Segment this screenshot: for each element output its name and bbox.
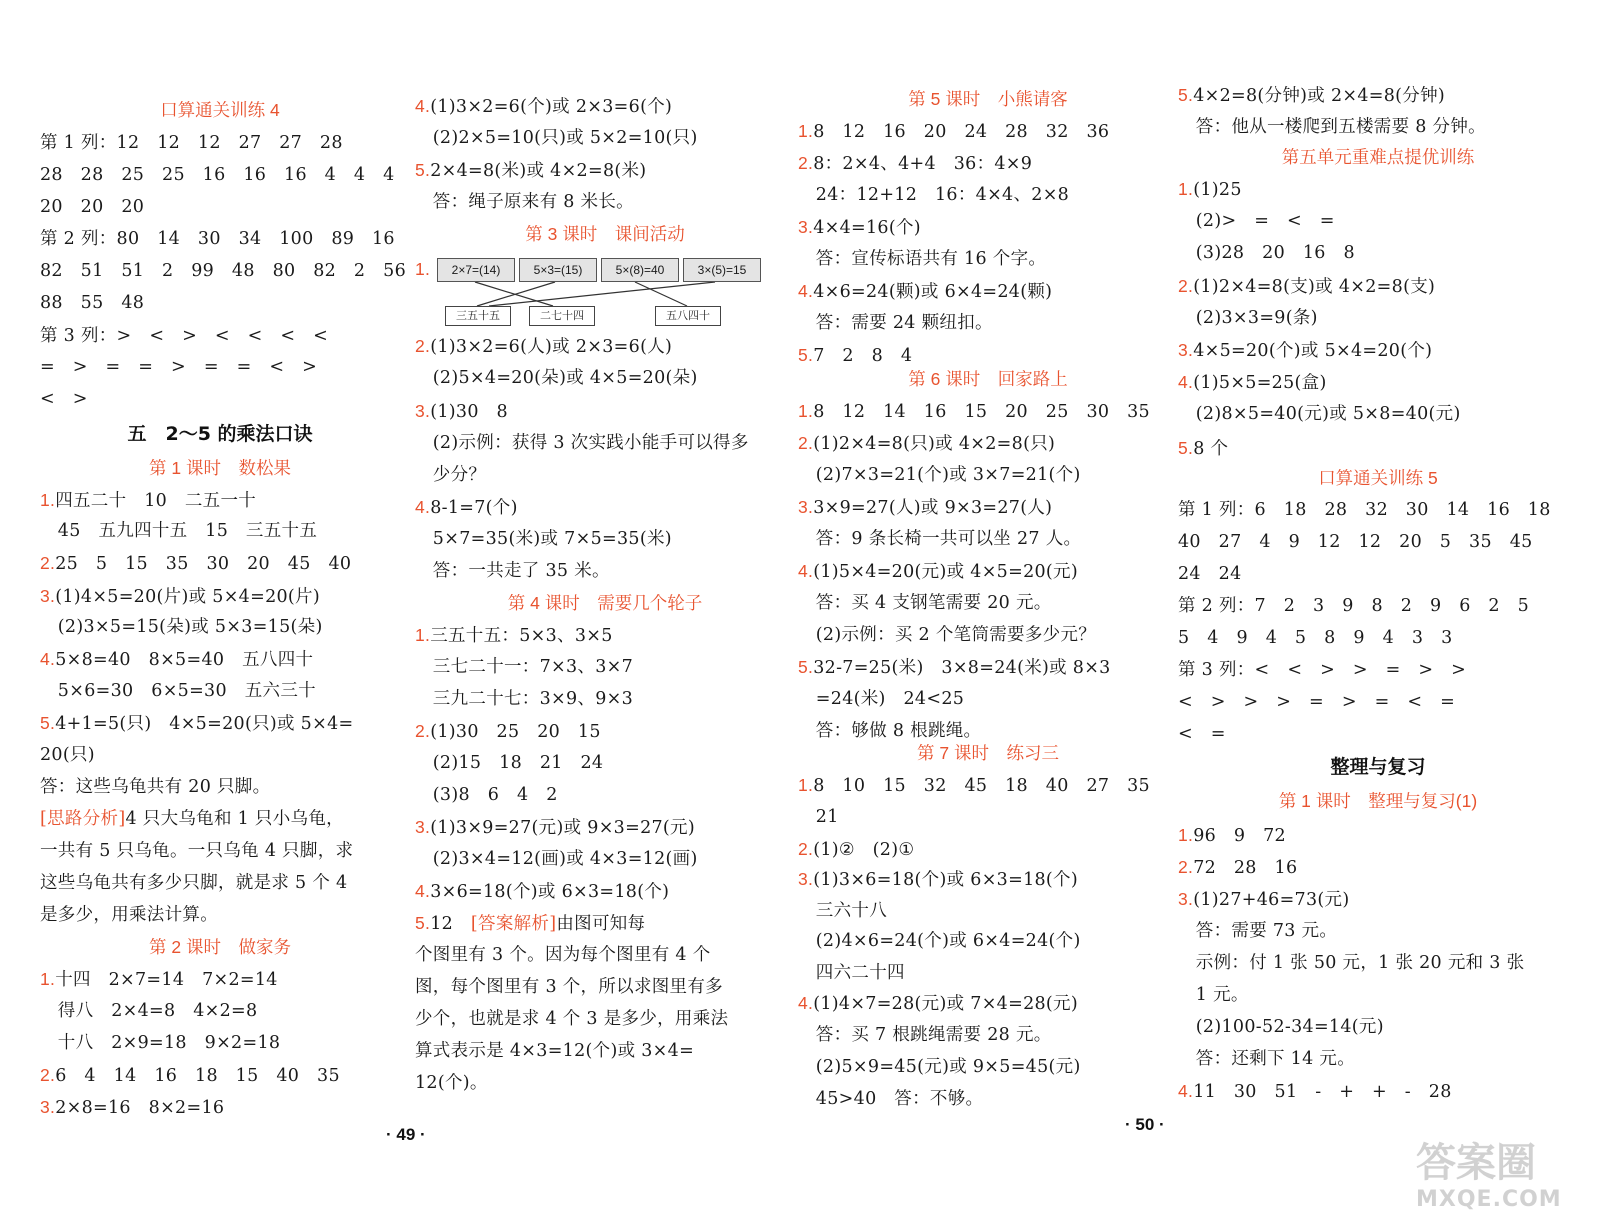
answer-text: (1)5×5=25(盒) — [1193, 373, 1327, 393]
question-number: 2. — [798, 433, 814, 453]
question-number: 5. — [798, 657, 814, 677]
answer-text: 4×5=20(个)或 5×4=20(个) — [1193, 341, 1433, 361]
answer-text: (1)5×4=20(元)或 4×5=20(元) — [813, 562, 1078, 582]
answer-line — [40, 678, 316, 704]
answer-line — [798, 866, 1078, 893]
drill-4-line: 第 3 列：> < > < < < < — [40, 326, 329, 346]
analysis-line: 12(个)。 — [415, 1073, 488, 1093]
answer-line — [40, 966, 278, 993]
analysis-line: 少个，也就是求 4 个 3 是多少，用乘法 — [415, 1009, 729, 1029]
answer-line — [415, 814, 695, 841]
answer-line — [415, 846, 698, 872]
answer-line — [415, 256, 430, 283]
lesson-5-title: 第 5 课时 小熊请客 — [908, 89, 1068, 109]
drill-4-line: 88 55 48 — [40, 293, 145, 313]
question-number: 1. — [40, 969, 56, 989]
question-number: 2. — [415, 336, 431, 356]
answer-text: 答：够做 8 根跳绳。 — [798, 721, 982, 741]
answer-line — [415, 157, 646, 184]
question-number: 5. — [415, 160, 431, 180]
answer-line — [1178, 822, 1286, 849]
answer-text: 5×6=30 6×5=30 五六三十 — [40, 681, 316, 701]
analysis-tag: [思路分析] — [40, 809, 126, 829]
answer-text: 20(只) — [40, 745, 95, 765]
question-number: 1. — [798, 775, 814, 795]
answer-line — [415, 462, 486, 488]
answer-line — [1178, 1014, 1384, 1040]
answer-text: 答：买 4 支钢笔需要 20 元。 — [798, 593, 1052, 613]
question-number: 1. — [1178, 825, 1194, 845]
answer-text: 96 9 72 — [1193, 826, 1286, 846]
answer-text: 8-1=7(个) — [430, 498, 518, 518]
answer-line — [415, 365, 698, 391]
rhyme-box: 三五十五 — [445, 306, 511, 326]
answer-text: 32-7=25(米) 3×8=24(米)或 8×3 — [813, 658, 1111, 678]
answer-text: 1 元。 — [1178, 985, 1249, 1005]
answer-text: 答：绳子原来有 8 米长。 — [415, 192, 634, 212]
answer-line — [798, 526, 1081, 552]
question-number: 5. — [1178, 438, 1194, 458]
question-number: 4. — [415, 96, 431, 116]
equation-box: 2×7=(14) — [437, 258, 515, 282]
rhyme-box: 二七十四 — [529, 306, 595, 326]
answer-line — [798, 494, 1052, 521]
answer-text: 21 — [798, 807, 839, 827]
answer-text: 8 10 15 32 45 18 40 27 35 — [813, 776, 1150, 796]
answer-text: 少分？ — [415, 465, 487, 485]
question-number: 4. — [1178, 1081, 1194, 1101]
answer-text: 四六二十四 — [798, 963, 905, 983]
question-number: 4. — [40, 649, 56, 669]
answer-text: 答：需要 73 元。 — [1178, 921, 1338, 941]
question-number: 2. — [798, 153, 814, 173]
answer-line — [1178, 273, 1435, 300]
question-number: 2. — [40, 1065, 56, 1085]
drill-4-title: 口算通关训练 4 — [160, 100, 280, 120]
answer-text: 8：2×4、4+4 36：4×9 — [813, 154, 1033, 174]
answer-line — [798, 246, 1046, 272]
answer-text: (1)30 25 20 15 — [430, 722, 601, 742]
answer-line — [1178, 982, 1249, 1008]
answer-text: (2)7×3=21(个)或 3×7=21(个) — [798, 465, 1081, 485]
answer-text: (1)4×7=28(元)或 7×4=28(元) — [813, 994, 1078, 1014]
rhyme-box: 五八四十 — [655, 306, 721, 326]
answer-line — [40, 1094, 224, 1121]
answer-line — [415, 654, 633, 680]
answer-text: (2)3×5=15(朵)或 5×3=15(朵) — [40, 617, 323, 637]
answer-text: 四五二十 10 二五一十 — [55, 491, 257, 511]
analysis-line: 一共有 5 只乌龟。一只乌龟 4 只脚，求 — [40, 841, 354, 861]
answer-line — [1178, 1078, 1452, 1105]
answer-text: (2)示例：买 2 个笔筒需要多少元？ — [798, 625, 1097, 645]
answer-text: 11 30 51 - + + - 28 — [1193, 1082, 1452, 1102]
answer-line — [1178, 435, 1228, 462]
answer-text: 答：需要 24 颗纽扣。 — [798, 313, 993, 333]
question-number: 1. — [40, 490, 56, 510]
answer-text: 4×6=24(颗)或 6×4=24(颗) — [813, 282, 1053, 302]
answer-line — [40, 583, 320, 610]
answer-line — [1178, 176, 1242, 203]
equation-boxes — [437, 258, 761, 282]
question-number: 3. — [798, 869, 814, 889]
answer-text: 示例：付 1 张 50 元，1 张 20 元和 3 张 — [1178, 953, 1525, 973]
watermark-logo — [1412, 1129, 1582, 1219]
answer-text: (1)27+46=73(元) — [1193, 890, 1350, 910]
analysis-line: 是多少，用乘法计算。 — [40, 905, 218, 925]
answer-text: (1)2×4=8(只)或 4×2=8(只) — [813, 434, 1056, 454]
answer-line — [415, 398, 508, 425]
answer-text: 十四 2×7=14 7×2=14 — [55, 970, 278, 990]
question-number: 4. — [798, 993, 814, 1013]
answer-line — [798, 1022, 1052, 1048]
answer-text: 25 5 15 35 30 20 45 40 — [55, 554, 352, 574]
answer-text: 三九二十七：3×9、9×3 — [415, 689, 634, 709]
answer-line — [798, 558, 1078, 585]
lesson-6-title: 第 6 课时 回家路上 — [908, 369, 1068, 389]
answer-text: (1)30 8 — [430, 402, 508, 422]
answer-text: 4×4=16(个) — [813, 218, 921, 238]
unit-5-heading: 五 2～5 的乘法口诀 — [127, 423, 313, 445]
answer-text: 由图可知每 — [556, 914, 646, 934]
answer-text: 答：买 7 根跳绳需要 28 元。 — [798, 1025, 1052, 1045]
drill-4-line: < > — [40, 389, 88, 409]
question-number: 4. — [798, 281, 814, 301]
answer-line — [40, 1030, 280, 1056]
answer-text: (2)3×3=9(条) — [1178, 308, 1318, 328]
answer-text: 答：一共走了 35 米。 — [415, 561, 610, 581]
analysis-line: 个图里有 3 个。因为每个图里有 4 个 — [415, 945, 711, 965]
answer-line — [415, 622, 613, 649]
answer-line — [798, 928, 1081, 954]
answer-text: 2×4=8(米)或 4×2=8(米) — [430, 161, 647, 181]
answer-text: 6 4 14 16 18 15 40 35 — [55, 1066, 340, 1086]
unit-drill-title: 第五单元重难点提优训练 — [1281, 147, 1475, 167]
answer-text: 3×9=27(人)或 9×3=27(人) — [813, 498, 1053, 518]
matching-figure — [437, 258, 757, 324]
answer-text: 十八 2×9=18 9×2=18 — [40, 1033, 281, 1053]
page-number-50: · 50 · — [1125, 1115, 1165, 1134]
answer-text: (2)5×4=20(朵)或 4×5=20(朵) — [415, 368, 698, 388]
drill-5-line: 40 27 4 9 12 12 20 5 35 45 — [1178, 532, 1533, 552]
question-number: 3. — [40, 586, 56, 606]
question-number: 1. — [1178, 179, 1194, 199]
answer-line — [1178, 82, 1445, 109]
drill-4-line: 28 28 25 25 16 16 16 4 4 4 — [40, 165, 395, 185]
drill-4-line: 第 1 列：12 12 12 27 27 28 — [40, 133, 343, 153]
question-number: 4. — [415, 881, 431, 901]
review-heading: 整理与复习 — [1330, 756, 1426, 778]
answer-line — [1178, 208, 1335, 234]
answer-line — [798, 118, 1109, 145]
answer-text: (1)3×6=18(个)或 6×3=18(个) — [813, 870, 1078, 890]
answer-line — [1178, 114, 1486, 140]
answer-line — [1178, 950, 1524, 976]
equation-box: 5×3=(15) — [519, 258, 597, 282]
answer-text: 5×7=35(米)或 7×5=35(米) — [415, 529, 672, 549]
answer-text: 3×6=18(个)或 6×3=18(个) — [430, 882, 670, 902]
answer-text: 7 2 8 4 — [813, 346, 913, 366]
answer-text: (1)3×9=27(元)或 9×3=27(元) — [430, 818, 695, 838]
question-number: 4. — [415, 497, 431, 517]
answer-text: 72 28 16 — [1193, 858, 1298, 878]
answer-line — [798, 310, 993, 336]
drill-5-line: 第 3 列：< < > > = > > — [1178, 660, 1467, 680]
drill-4-line: = > = = > = = < > — [40, 357, 318, 377]
answer-line — [40, 550, 351, 577]
answer-text: (1)3×2=6(人)或 2×3=6(人) — [430, 337, 673, 357]
answer-text: (3)28 20 16 8 — [1178, 243, 1355, 263]
answer-text: (2)5×9=45(元)或 9×5=45(元) — [798, 1057, 1081, 1077]
answer-text: (2)3×4=12(画)或 4×3=12(画) — [415, 849, 698, 869]
answer-text: 12 — [430, 914, 454, 934]
answer-line — [798, 1086, 983, 1112]
question-number: 3. — [1178, 889, 1194, 909]
answer-line — [798, 654, 1111, 681]
question-number: 2. — [415, 721, 431, 741]
answer-text: (1)4×5=20(片)或 5×4=20(片) — [55, 587, 320, 607]
answer-text: 三六十八 — [798, 901, 887, 921]
question-number: 3. — [415, 817, 431, 837]
answer-text: (1)3×2=6(个)或 2×3=6(个) — [430, 97, 673, 117]
answer-text: 45 五九四十五 15 三五十五 — [40, 521, 318, 541]
answer-line — [40, 742, 95, 768]
answer-line — [798, 1054, 1081, 1080]
analysis-text: 4 只大乌龟和 1 只小乌龟， — [125, 809, 344, 829]
question-number: 3. — [798, 497, 814, 517]
answer-line — [798, 836, 914, 863]
answer-text: (1)2×4=8(支)或 4×2=8(支) — [1193, 277, 1436, 297]
answer-text: 24：12+12 16：4×4、2×8 — [798, 185, 1070, 205]
question-number: 1. — [798, 401, 814, 421]
answer-line — [1178, 401, 1461, 427]
answer-text: 答：还剩下 14 元。 — [1178, 1049, 1355, 1069]
answer-line — [798, 772, 1150, 799]
answer-line — [798, 278, 1052, 305]
answer-text: 答：他从一楼爬到五楼需要 8 分钟。 — [1178, 117, 1486, 137]
question-number: 2. — [1178, 276, 1194, 296]
drill-4-line: 82 51 51 2 99 48 80 82 2 56 — [40, 261, 407, 281]
answer-text: 答：9 条长椅一共可以坐 27 人。 — [798, 529, 1082, 549]
answer-line — [1178, 337, 1432, 364]
answer-text: 8 12 14 16 15 20 25 30 35 — [813, 402, 1150, 422]
question-number: 1. — [415, 625, 431, 645]
answer-line — [798, 590, 1052, 616]
answer-text: 4×2=8(分钟)或 2×4=8(分钟) — [1193, 86, 1446, 106]
answer-text: 三五十五：5×3、3×5 — [430, 626, 613, 646]
answer-line — [798, 622, 1096, 648]
answer-line — [1178, 305, 1318, 331]
answer-line — [798, 990, 1078, 1017]
answer-line — [40, 487, 256, 514]
lesson-2-title: 第 2 课时 做家务 — [149, 937, 291, 957]
question-number: 5. — [1178, 85, 1194, 105]
drill-5-line: 24 24 — [1178, 564, 1242, 584]
question-number: 5. — [798, 345, 814, 365]
lesson-1-title: 第 1 课时 数松果 — [149, 458, 291, 478]
answer-text: (2)4×6=24(个)或 6×4=24(个) — [798, 931, 1081, 951]
question-number: 1. — [415, 259, 431, 279]
answer-text: (2)100-52-34=14(元) — [1178, 1017, 1384, 1037]
lesson-4-title: 第 4 课时 需要几个轮子 — [507, 593, 703, 613]
answer-text: 8 12 16 20 24 28 32 36 — [813, 122, 1110, 142]
answer-line — [40, 710, 353, 737]
answer-line — [415, 93, 672, 120]
answer-line — [1178, 918, 1337, 944]
answer-line — [798, 462, 1081, 488]
answer-text: (3)8 6 4 2 — [415, 785, 558, 805]
analysis-line — [40, 806, 344, 832]
answer-line — [1178, 854, 1297, 881]
watermark-url: MXQE.COM — [1416, 1187, 1562, 1212]
answer-line — [40, 518, 317, 544]
question-number: 2. — [40, 553, 56, 573]
drill-4-line: 第 2 列：80 14 30 34 100 89 16 — [40, 229, 395, 249]
answer-text: (1)25 — [1193, 180, 1242, 200]
answer-text: 答：宣传标语共有 16 个字。 — [798, 249, 1047, 269]
question-number: 1. — [798, 121, 814, 141]
question-number: 2. — [1178, 857, 1194, 877]
answer-line — [415, 558, 610, 584]
question-number: 2. — [798, 839, 814, 859]
answer-text: (2)8×5=40(元)或 5×8=40(元) — [1178, 404, 1461, 424]
answer-text: 2×8=16 8×2=16 — [55, 1098, 225, 1118]
answer-line — [798, 182, 1069, 208]
answer-line — [40, 614, 323, 640]
answer-text: =24(米) 24<25 — [798, 689, 965, 709]
answer-line — [798, 430, 1055, 457]
answer-line — [1178, 886, 1349, 913]
answer-text: 4+1=5(只) 4×5=20(只)或 5×4= — [55, 714, 354, 734]
drill-5-line: 第 1 列：6 18 28 32 30 14 16 18 — [1178, 500, 1551, 520]
answer-line — [798, 398, 1150, 425]
answer-line — [798, 804, 839, 830]
answer-line — [798, 960, 905, 986]
drill-5-line: 第 2 列：7 2 3 9 8 2 9 6 2 5 — [1178, 596, 1530, 616]
lesson-7-title: 第 7 课时 练习三 — [917, 743, 1059, 763]
answer-line — [1178, 369, 1327, 396]
answer-text: (2)> = < = — [1178, 211, 1335, 231]
drill-4-line: 20 20 20 — [40, 197, 145, 217]
answer-line — [798, 150, 1032, 177]
answer-line — [415, 189, 634, 215]
answer-line — [415, 878, 669, 905]
question-number: 3. — [415, 401, 431, 421]
answer-line — [798, 686, 964, 712]
answer-line — [798, 898, 887, 924]
answer-line — [415, 718, 601, 745]
equation-box: 3×(5)=15 — [683, 258, 761, 282]
answer-text: (2)示例：获得 3 次实践小能手可以得多 — [415, 433, 749, 453]
question-number: 3. — [1178, 340, 1194, 360]
answer-line — [415, 782, 558, 808]
answer-line — [415, 526, 672, 552]
answer-line — [415, 686, 633, 712]
analysis-line: 算式表示是 4×3=12(个)或 3×4= — [415, 1041, 695, 1061]
answer-text: (2)2×5=10(只)或 5×2=10(只) — [415, 128, 698, 148]
answer-line — [40, 1062, 340, 1089]
answer-line — [40, 774, 270, 800]
answer-text: 8 个 — [1193, 439, 1229, 459]
question-number: 5. — [415, 913, 431, 933]
drill-5-line: < > > > = > = < = — [1178, 692, 1456, 712]
answer-line — [1178, 1046, 1355, 1072]
analysis-line: 图，每个图里有 3 个，所以求图里有多 — [415, 977, 723, 997]
analysis-tag: [答案解析] — [470, 914, 557, 934]
question-number: 3. — [40, 1097, 56, 1117]
answer-text: 得八 2×4=8 4×2=8 — [40, 1001, 258, 1021]
watermark-title: 答案圈 — [1416, 1140, 1536, 1186]
lesson-3-title: 第 3 课时 课间活动 — [525, 224, 685, 244]
answer-text: 答：这些乌龟共有 20 只脚。 — [40, 777, 271, 797]
analysis-line: 这些乌龟共有多少只脚，就是求 5 个 4 — [40, 873, 348, 893]
answer-line — [40, 998, 257, 1024]
question-number: 4. — [1178, 372, 1194, 392]
question-number: 3. — [798, 217, 814, 237]
answer-line — [415, 494, 518, 521]
answer-line — [415, 333, 672, 360]
equation-box: 5×(8)=40 — [601, 258, 679, 282]
answer-line — [40, 646, 313, 673]
answer-line — [798, 214, 921, 241]
answer-line — [798, 342, 912, 369]
question-number: 4. — [798, 561, 814, 581]
answer-line — [415, 125, 698, 151]
answer-text: (2)15 18 21 24 — [415, 753, 604, 773]
answer-text: (1)② (2)① — [813, 840, 915, 860]
review-lesson-title: 第 1 课时 整理与复习(1) — [1278, 791, 1478, 811]
page-number-49: · 49 · — [386, 1125, 426, 1144]
drill-5-line: 5 4 9 4 5 8 9 4 3 3 — [1178, 628, 1453, 648]
answer-line — [415, 910, 645, 937]
answer-text: 三七二十一：7×3、3×7 — [415, 657, 634, 677]
answer-text: 5×8=40 8×5=40 五八四十 — [55, 650, 314, 670]
answer-text: 45>40 答：不够。 — [798, 1089, 984, 1109]
question-number: 5. — [40, 713, 56, 733]
answer-line — [415, 750, 603, 776]
drill-5-line: < = — [1178, 724, 1226, 744]
drill-5-title: 口算通关训练 5 — [1318, 468, 1438, 488]
answer-line — [1178, 240, 1355, 266]
answer-line — [415, 430, 749, 456]
